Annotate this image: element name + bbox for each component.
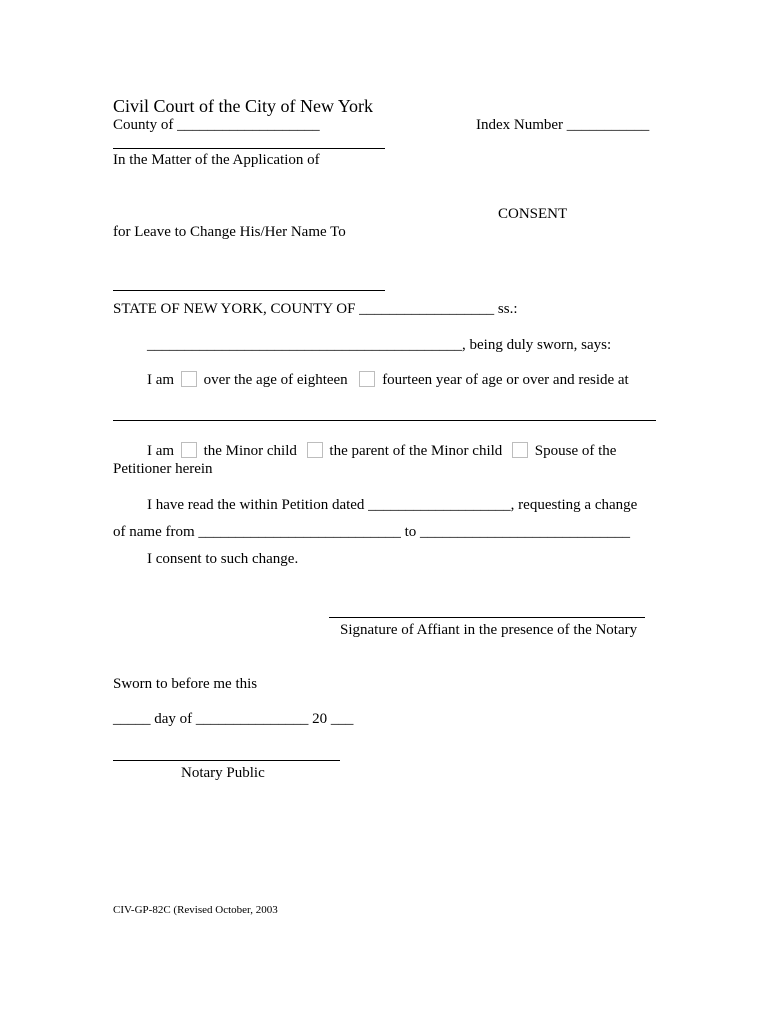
signature-caption: Signature of Affiant in the presence of the Notary: [340, 622, 638, 638]
affiant-sworn-line: __________________________________________, being duly sworn, says:: [147, 337, 612, 353]
index-number-line: Index Number ___________: [476, 117, 650, 133]
name-change-line: of name from ___________________________ to ____________________________: [113, 524, 631, 540]
consent-statement: I consent to such change.: [147, 551, 299, 567]
relation-statement: [147, 442, 616, 460]
fourteen-or-over-label: fourteen year of age or over and reside at: [382, 372, 629, 388]
residence-address-rule: [113, 420, 656, 421]
signature-rule: [329, 617, 645, 618]
court-title: Civil Court of the City of New York: [113, 96, 374, 116]
county-of-line: County of ___________________: [113, 117, 320, 133]
over-eighteen-checkbox[interactable]: [181, 371, 197, 387]
venue-line: STATE OF NEW YORK, COUNTY OF __________________ ss.:: [113, 301, 518, 317]
sworn-before-text: Sworn to before me this: [113, 676, 258, 692]
leave-to-change-text: for Leave to Change His/Her Name To: [113, 224, 346, 240]
notary-signature-rule: [113, 760, 340, 761]
spouse-label: Spouse of the: [534, 443, 617, 459]
caption-rule-bottom: [113, 290, 385, 291]
parent-of-minor-label: the parent of the Minor child: [329, 443, 503, 459]
form-id: CIV-GP-82C (Revised October, 2003: [113, 904, 278, 916]
notary-date-line: _____ day of _______________ 20 ___: [113, 711, 354, 727]
matter-of-text: In the Matter of the Application of: [113, 152, 320, 168]
fourteen-or-over-checkbox[interactable]: [359, 371, 375, 387]
age-statement: [147, 371, 629, 389]
petitioner-herein-text: Petitioner herein: [113, 461, 213, 477]
parent-of-minor-checkbox[interactable]: [307, 442, 323, 458]
petition-dated-line: I have read the within Petition dated ___________________, requesting a change: [147, 497, 638, 513]
spouse-checkbox[interactable]: [512, 442, 528, 458]
minor-child-label: the Minor child: [203, 443, 297, 459]
relation-prefix: I am: [147, 443, 175, 459]
consent-heading: CONSENT: [498, 206, 568, 222]
notary-public-label: Notary Public: [181, 765, 265, 781]
caption-rule-top: [113, 148, 385, 149]
age-prefix: I am: [147, 372, 175, 388]
minor-child-checkbox[interactable]: [181, 442, 197, 458]
over-eighteen-label: over the age of eighteen: [203, 372, 348, 388]
